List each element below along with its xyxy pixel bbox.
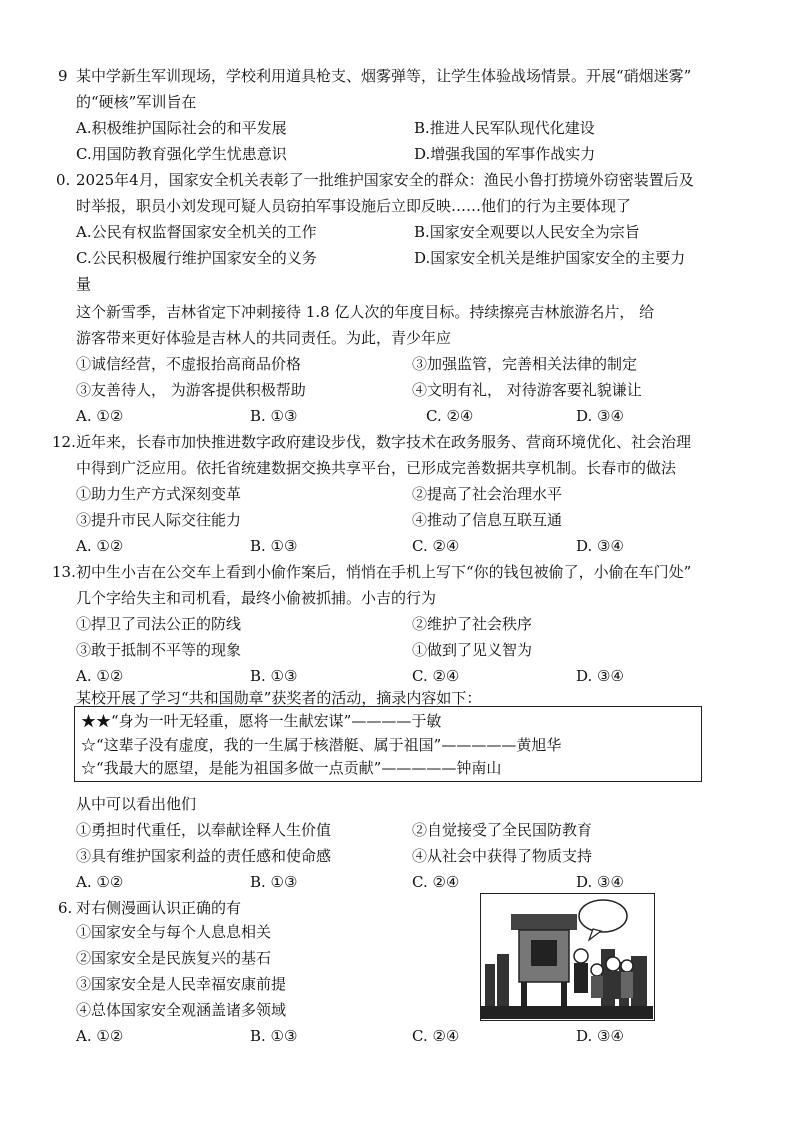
option-d: D. ③④ [576, 407, 624, 425]
statement-4: ④从社会中获得了物质支持 [412, 847, 593, 865]
statement-1: ①捍卫了司法公正的防线 [76, 615, 242, 633]
quote-line: ☆“我最大的愿望，是能为祖国多做一点贡献”—————钟南山 [81, 759, 502, 777]
statement-2: ②维护了社会秩序 [412, 615, 533, 633]
statement-1: ①国家安全与每个人息息相关 [76, 923, 272, 941]
option-d: D. ③④ [576, 873, 624, 891]
option-a: A. ①② [76, 667, 124, 685]
statement-3: ③国家安全是人民幸福安康前提 [76, 975, 287, 993]
option-b: B. ①③ [250, 407, 298, 425]
option-d: D. ③④ [576, 537, 624, 555]
option-b: B.国家安全观要以人民安全为宗旨 [414, 223, 640, 241]
statement-2: ③加强监管，完善相关法律的制定 [412, 355, 638, 373]
quote-line: ★★“身为一叶无轻重，愿将一生献宏谋”————于敏 [81, 712, 442, 730]
question-stem: 近年来，长春市加快推进数字政府建设步伐，数字技术在政务服务、营商环境优化、社会治理 [76, 433, 692, 451]
question-stem: 对右侧漫画认识正确的有 [76, 899, 242, 917]
option-b: B.推进人民军队现代化建设 [414, 119, 595, 137]
question-stem: 时举报，职员小刘发现可疑人员窃拍军事设施后立即反映……他们的行为主要体现了 [76, 197, 632, 215]
quote-box [74, 706, 702, 782]
question-stem: 某中学新生军训现场，学校利用道具枪支、烟雾弹等，让学生体验战场情景。开展“硝烟迷雾” [76, 67, 692, 85]
question-stem: 从中可以看出他们 [76, 795, 197, 813]
statement-3: ③具有维护国家利益的责任感和使命感 [76, 847, 332, 865]
option-b: B. ①③ [250, 1027, 298, 1045]
option-c: C. ②④ [426, 407, 474, 425]
option-a: A.积极维护国际社会的和平发展 [76, 119, 287, 137]
question-stem: 这个新雪季，吉林省定下冲刺接待 1.8 亿人次的年度目标。持续擦亮吉林旅游名片， 给 [76, 303, 655, 321]
question-stem: 某校开展了学习“共和国勋章”获奖者的活动，摘录内容如下： [76, 689, 482, 707]
option-c: C. ②④ [412, 1027, 460, 1045]
question-stem: 初中生小吉在公交车上看到小偷作案后，悄悄在手机上写下“你的钱包被偷了，小偷在车门处” [76, 563, 692, 581]
statement-4: ④推动了信息互联互通 [412, 511, 563, 529]
statement-1: ①诚信经营，不虚报抬高商品价格 [76, 355, 302, 373]
statement-4: ①做到了见义智为 [412, 641, 533, 659]
option-d-continued: 量 [76, 275, 92, 293]
option-d: D. ③④ [576, 667, 624, 685]
statement-2: ②提高了社会治理水平 [412, 485, 563, 503]
statement-4: ④总体国家安全观涵盖诸多领域 [76, 1001, 287, 1019]
option-a: A. ①② [76, 407, 124, 425]
option-b: B. ①③ [250, 537, 298, 555]
question-number: 12. [52, 433, 76, 451]
question-stem: 几个字给失主和司机看，最终小偷被抓捕。小吉的行为 [76, 589, 437, 607]
question-stem: 2025年4月，国家安全机关表彰了一批维护国家安全的群众：渔民小鲁打捞境外窃密装置后及 [76, 171, 694, 189]
option-b: B. ①③ [250, 667, 298, 685]
option-c: C.用国防教育强化学生忧患意识 [76, 145, 287, 163]
question-number: 9 [58, 67, 68, 85]
option-a: A.公民有权监督国家安全机关的工作 [76, 223, 317, 241]
question-number: 6. [58, 899, 73, 917]
question-number: 0. [56, 171, 71, 189]
statement-3: ③友善待人， 为游客提供积极帮助 [76, 381, 306, 399]
statement-2: ②自觉接受了全民国防教育 [412, 821, 593, 839]
option-d: D.增强我国的军事作战实力 [414, 145, 596, 163]
option-c: C. ②④ [412, 667, 460, 685]
cartoon-illustration [481, 894, 653, 1019]
option-c: C. ②④ [412, 873, 460, 891]
option-c: C. ②④ [412, 537, 460, 555]
question-stem: 中得到广泛应用。依托省统建数据交换共享平台，已形成完善数据共享机制。长春市的做法 [76, 459, 677, 477]
option-a: A. ①② [76, 537, 124, 555]
option-d: D.国家安全机关是维护国家安全的主要力 [414, 249, 686, 267]
question-stem: 的“硬核”军训旨在 [76, 93, 197, 111]
statement-3: ③敢于抵制不平等的现象 [76, 641, 242, 659]
statement-1: ①助力生产方式深刻变革 [76, 485, 242, 503]
question-stem: 游客带来更好体验是吉林人的共同责任。为此，青少年应 [76, 329, 452, 347]
option-b: B. ①③ [250, 873, 298, 891]
statement-4: ④文明有礼， 对待游客要礼貌谦让 [412, 381, 642, 399]
quote-line: ☆“这辈子没有虚度，我的一生属于核潜艇、属于祖国”—————黄旭华 [81, 736, 562, 754]
option-a: A. ①② [76, 873, 124, 891]
option-c: C.公民积极履行维护国家安全的义务 [76, 249, 317, 267]
option-a: A. ①② [76, 1027, 124, 1045]
statement-2: ②国家安全是民族复兴的基石 [76, 949, 272, 967]
option-d: D. ③④ [576, 1027, 624, 1045]
cartoon-image [480, 893, 655, 1021]
question-number: 13. [52, 563, 76, 581]
statement-1: ①勇担时代重任，以奉献诠释人生价值 [76, 821, 332, 839]
statement-3: ③提升市民人际交往能力 [76, 511, 242, 529]
